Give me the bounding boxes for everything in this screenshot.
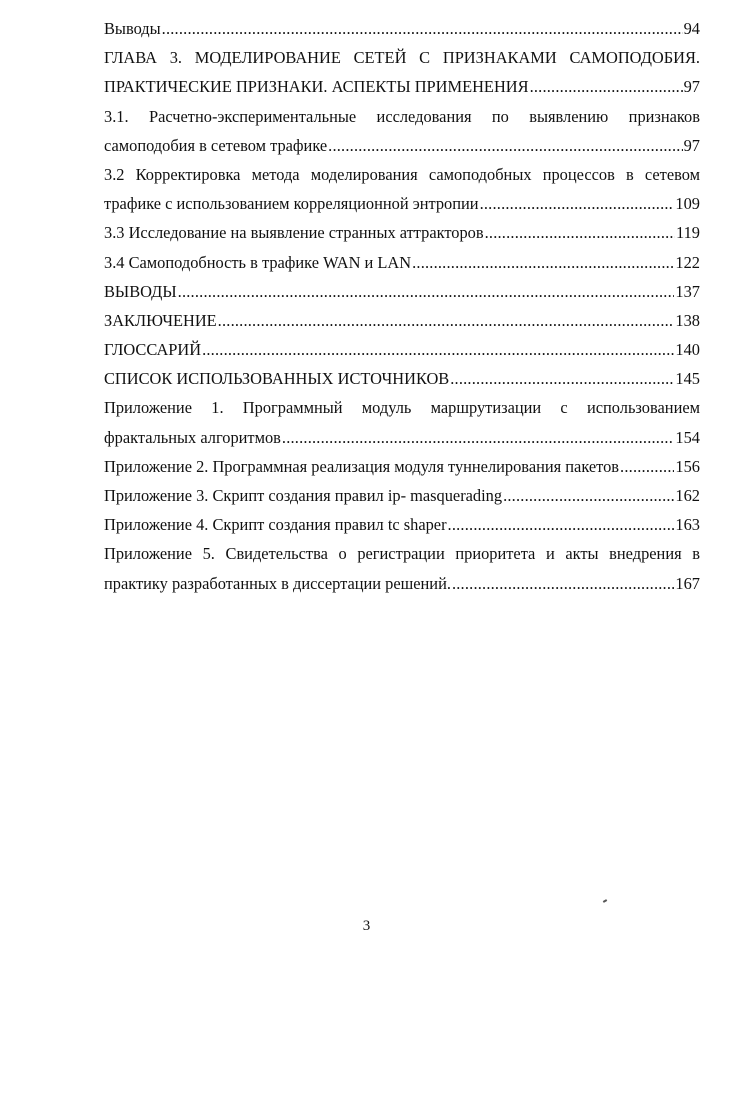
toc-entry-title: Приложение 3. Скрипт создания правил ip- masquerading [104,486,503,505]
scan-mark [603,899,607,903]
toc-entry [104,335,700,364]
toc-entry [104,569,700,598]
toc-dot-leader [452,569,674,598]
toc-entry-page: 154 [675,427,700,447]
toc-entry-title: трафике с использованием корреляционной энтропии [104,194,479,214]
toc-entry-title: СПИСОК ИСПОЛЬЗОВАННЫХ ИСТОЧНИКОВ [104,369,450,389]
toc-dot-leader [178,277,675,306]
toc-entry-page: 94 [683,19,700,38]
toc-entry-title: Приложение 2. Программная реализация модуля туннелирования пакетов [104,456,620,476]
toc-entry-page: 119 [676,223,700,243]
toc-entry-page: 122 [675,252,700,272]
toc-entry [104,277,700,306]
toc-dot-leader [328,131,682,160]
toc-entry-page: 140 [675,340,700,360]
toc-entry [104,423,700,452]
toc-entry [104,481,700,510]
toc-entry-line: 3.2 Корректировка метода моделирования самоподобных процессов в сетевом [104,164,700,184]
toc-dot-leader [480,189,675,218]
toc-entry-page: 137 [675,281,700,301]
toc-entry [104,131,700,160]
toc-entry [104,72,700,101]
toc-entry-title: самоподобия в сетевом трафике [104,135,328,155]
toc-entry-title: Приложение 4. Скрипт создания правил tc shaper [104,515,447,535]
toc-entry-title: ЗАКЛЮЧЕНИЕ [104,310,217,330]
toc-dot-leader [412,248,674,277]
toc-dot-leader [503,481,674,510]
toc-entry-title: практику разработанных в диссертации решений. [104,573,451,593]
toc-entry-page: 162 [675,486,700,505]
toc-entry-page: 97 [683,77,700,97]
toc-dot-leader [620,452,674,481]
table-of-contents [104,14,700,598]
page-number: 3 [362,918,371,934]
toc-entry-page: 109 [675,194,700,214]
toc-entry-title: Выводы [104,19,161,38]
toc-entry [104,364,700,393]
toc-entry [104,189,700,218]
toc-entry-page: 156 [675,456,700,476]
toc-entry-page: 138 [675,310,700,330]
toc-entry-line: Приложение 1. Программный модуль маршрутизации с использованием [104,398,700,418]
toc-entry-title: ГЛОССАРИЙ [104,340,202,360]
toc-dot-leader [530,72,683,101]
toc-dot-leader [448,510,675,539]
toc-entry-line: Приложение 5. Свидетельства о регистрации приоритета и акты внедрения в [104,544,700,564]
toc-dot-leader [450,364,674,393]
toc-entry-page: 97 [683,135,700,155]
toc-entry [104,306,700,335]
toc-dot-leader [282,423,675,452]
toc-entry [104,248,700,277]
toc-dot-leader [202,335,674,364]
toc-entry-line: 3.1. Расчетно-экспериментальные исследования по выявлению признаков [104,106,700,126]
toc-entry [104,14,700,43]
toc-entry [104,510,700,539]
toc-dot-leader [485,218,675,247]
toc-entry [104,452,700,481]
toc-entry-title: ВЫВОДЫ [104,281,177,301]
toc-entry-title: 3.3 Исследование на выявление странных аттракторов [104,223,484,243]
toc-dot-leader [162,14,683,43]
toc-entry-page: 167 [675,573,700,593]
toc-entry [104,218,700,247]
toc-dot-leader [218,306,675,335]
toc-entry-page: 163 [675,515,700,535]
toc-entry-line: ГЛАВА 3. МОДЕЛИРОВАНИЕ СЕТЕЙ С ПРИЗНАКАМИ САМОПОДОБИЯ. [104,48,700,68]
toc-entry-title: ПРАКТИЧЕСКИЕ ПРИЗНАКИ. АСПЕКТЫ ПРИМЕНЕНИЯ [104,77,529,97]
toc-entry-page: 145 [675,369,700,389]
toc-entry-title: 3.4 Самоподобность в трафике WAN и LAN [104,252,412,272]
toc-entry-title: фрактальных алгоритмов [104,427,281,447]
